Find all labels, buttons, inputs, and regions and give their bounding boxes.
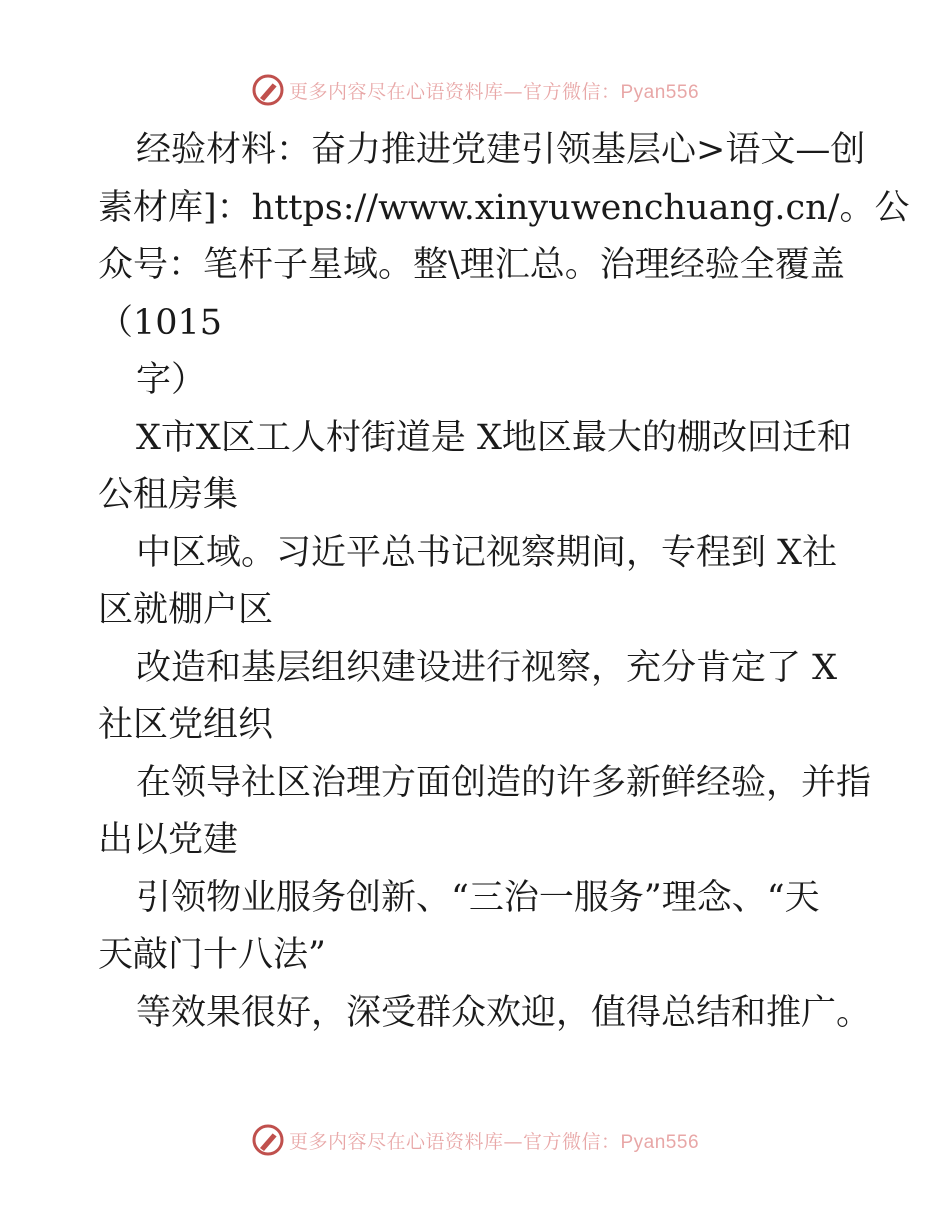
watermark-text: 更多内容尽在心语资料库—官方微信：Pyan556 — [288, 80, 700, 103]
text-line: 字） — [136, 360, 207, 400]
pen-circle-logo-icon — [251, 1123, 285, 1157]
text-line: 经验材料：奋力推进党建引领基层心>语文—创 — [136, 130, 866, 170]
text-line: 中区域。习近平总书记视察期间，专程到 X社 — [136, 532, 838, 573]
header-watermark — [0, 70, 950, 110]
text-line: 在领导社区治理方面创造的许多新鲜经验，并指 — [136, 762, 872, 803]
watermark-text: 更多内容尽在心语资料库—官方微信：Pyan556 — [288, 1130, 700, 1153]
text-line: 引领物业服务创新、“三治一服务”理念、“天 — [136, 877, 820, 918]
text-line: 等效果很好，深受群众欢迎，值得总结和推广。 — [136, 992, 872, 1033]
text-line: 天敲门十八法” — [98, 935, 326, 975]
footer-watermark — [0, 1120, 950, 1160]
text-line: 公租房集 — [98, 475, 239, 515]
text-line: 社区党组织 — [98, 705, 274, 745]
text-line: X市X区工人村街道是 X地区最大的棚改回迁和 — [136, 417, 852, 458]
text-line: 改造和基层组织建设进行视察，充分肯定了 X — [136, 647, 838, 688]
text-line: 素材库]：https://www.xinyuwenchuang.cn/。公 — [98, 187, 910, 228]
text-line: 出以党建 — [98, 820, 239, 860]
text-line: 区就棚户区 — [98, 590, 274, 630]
pen-circle-logo-icon — [251, 73, 285, 107]
text-line: 众号：笔杆子星域。整\理汇总。治理经验全覆盖 — [98, 245, 845, 285]
text-line: （1015 — [98, 302, 223, 343]
document-body — [98, 122, 910, 1042]
